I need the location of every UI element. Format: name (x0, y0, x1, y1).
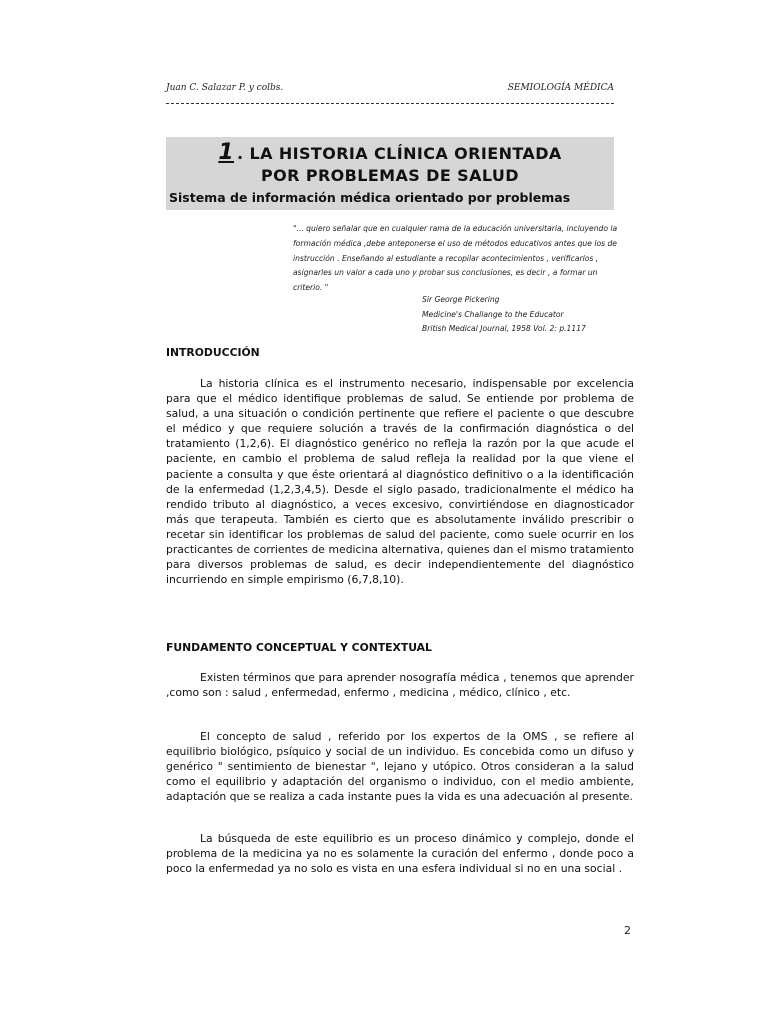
epigraph-quote: "... quiero señalar que en cualquier rama de la educación universitaria, incluyendo la formación médica ,debe anteponerse el uso de métodos educativos antes que los de instrucción . Enseñando al estudiante a recopilar acontecimientos , verificarlos , asignarles un valor a cada uno y probar sus conclusiones, es decir , a formar un criterio. " (293, 224, 618, 293)
quote-source: British Medical Journal, 1958 Vol. 2: p.1117 (422, 324, 586, 333)
paragraph-equilibrio: La búsqueda de este equilibrio es un proceso dinámico y complejo, donde el problema de la medicina ya no es solamente la curación del enfermo , donde poco a poco la enfermedad ya no solo es vista en una esfera individual si no en una social . (166, 832, 634, 876)
quote-author: Sir George Pickering (422, 295, 500, 304)
header-rule (166, 103, 614, 104)
chapter-subtitle: Sistema de información médica orientado por problemas (169, 190, 571, 205)
header-authors: Juan C. Salazar P. y colbs. (166, 83, 284, 93)
running-header (166, 83, 614, 97)
chapter-title-line1 (166, 140, 614, 165)
chapter-title-text: . LA HISTORIA CLÍNICA ORIENTADA (237, 144, 562, 163)
header-book-title: SEMIOLOGÍA MÉDICA (507, 83, 614, 93)
paragraph-terminos: Existen términos que para aprender nosografía médica , tenemos que aprender ,como son : salud , enfermedad, enfermo , medicina , médico, clínico , etc. (166, 671, 634, 700)
epigraph-attribution (422, 293, 642, 337)
paragraph-introduccion: La historia clínica es el instrumento necesario, indispensable por excelencia para que el médico identifique problemas de salud. Se entiende por problema de salud, a una situación o condición pertinente que refiere el paciente o que descubre el médico y que requiere solución a través de la confirmación diagnóstica o del tratamiento (1,2,6). El diagnóstico genérico no refleja la razón por la que acude el paciente, en cambio el problema de salud refleja la realidad por la que viene el paciente a consulta y que éste orientará al diagnóstico definitivo o a la identificación de la enfermedad (1,2,3,4,5). Desde el siglo pasado, tradicionalmente el médico ha rendido tributo al diagnóstico, a veces excesivo, convirtiéndose en diagnosticador más que terapeuta. También es cierto que es absolutamente inválido prescribir o recetar sin identificar los problemas de salud del paciente, como suele ocurrir en los practicantes de corrientes de medicina alternativa, quienes dan el mismo tratamiento para diversos problemas de salud, es decir independientemente del diagnóstico incurriendo en simple empirismo (6,7,8,10). (166, 377, 634, 587)
page-number: 2 (624, 924, 631, 937)
chapter-number: 1 (218, 140, 235, 165)
paragraph-concepto-salud: El concepto de salud , referido por los expertos de la OMS , se refiere al equilibrio biológico, psíquico y social de un individuo. Es concebida como un difuso y genérico " sentimiento de bienestar ", lejano y utópico. Otros consideran a la salud como el equilibrio y adaptación del organismo o individuo, con el medio ambiente, adaptación que se realiza a cada instante pues la vida es una adecuación al presente. (166, 730, 634, 804)
quote-work: Medicine's Challange to the Educator (422, 309, 564, 319)
section-heading-introduccion: INTRODUCCIÓN (166, 346, 260, 359)
chapter-title-box (166, 137, 614, 210)
chapter-title-line2: POR PROBLEMAS DE SALUD (261, 166, 519, 185)
section-heading-fundamento: FUNDAMENTO CONCEPTUAL Y CONTEXTUAL (166, 641, 432, 654)
